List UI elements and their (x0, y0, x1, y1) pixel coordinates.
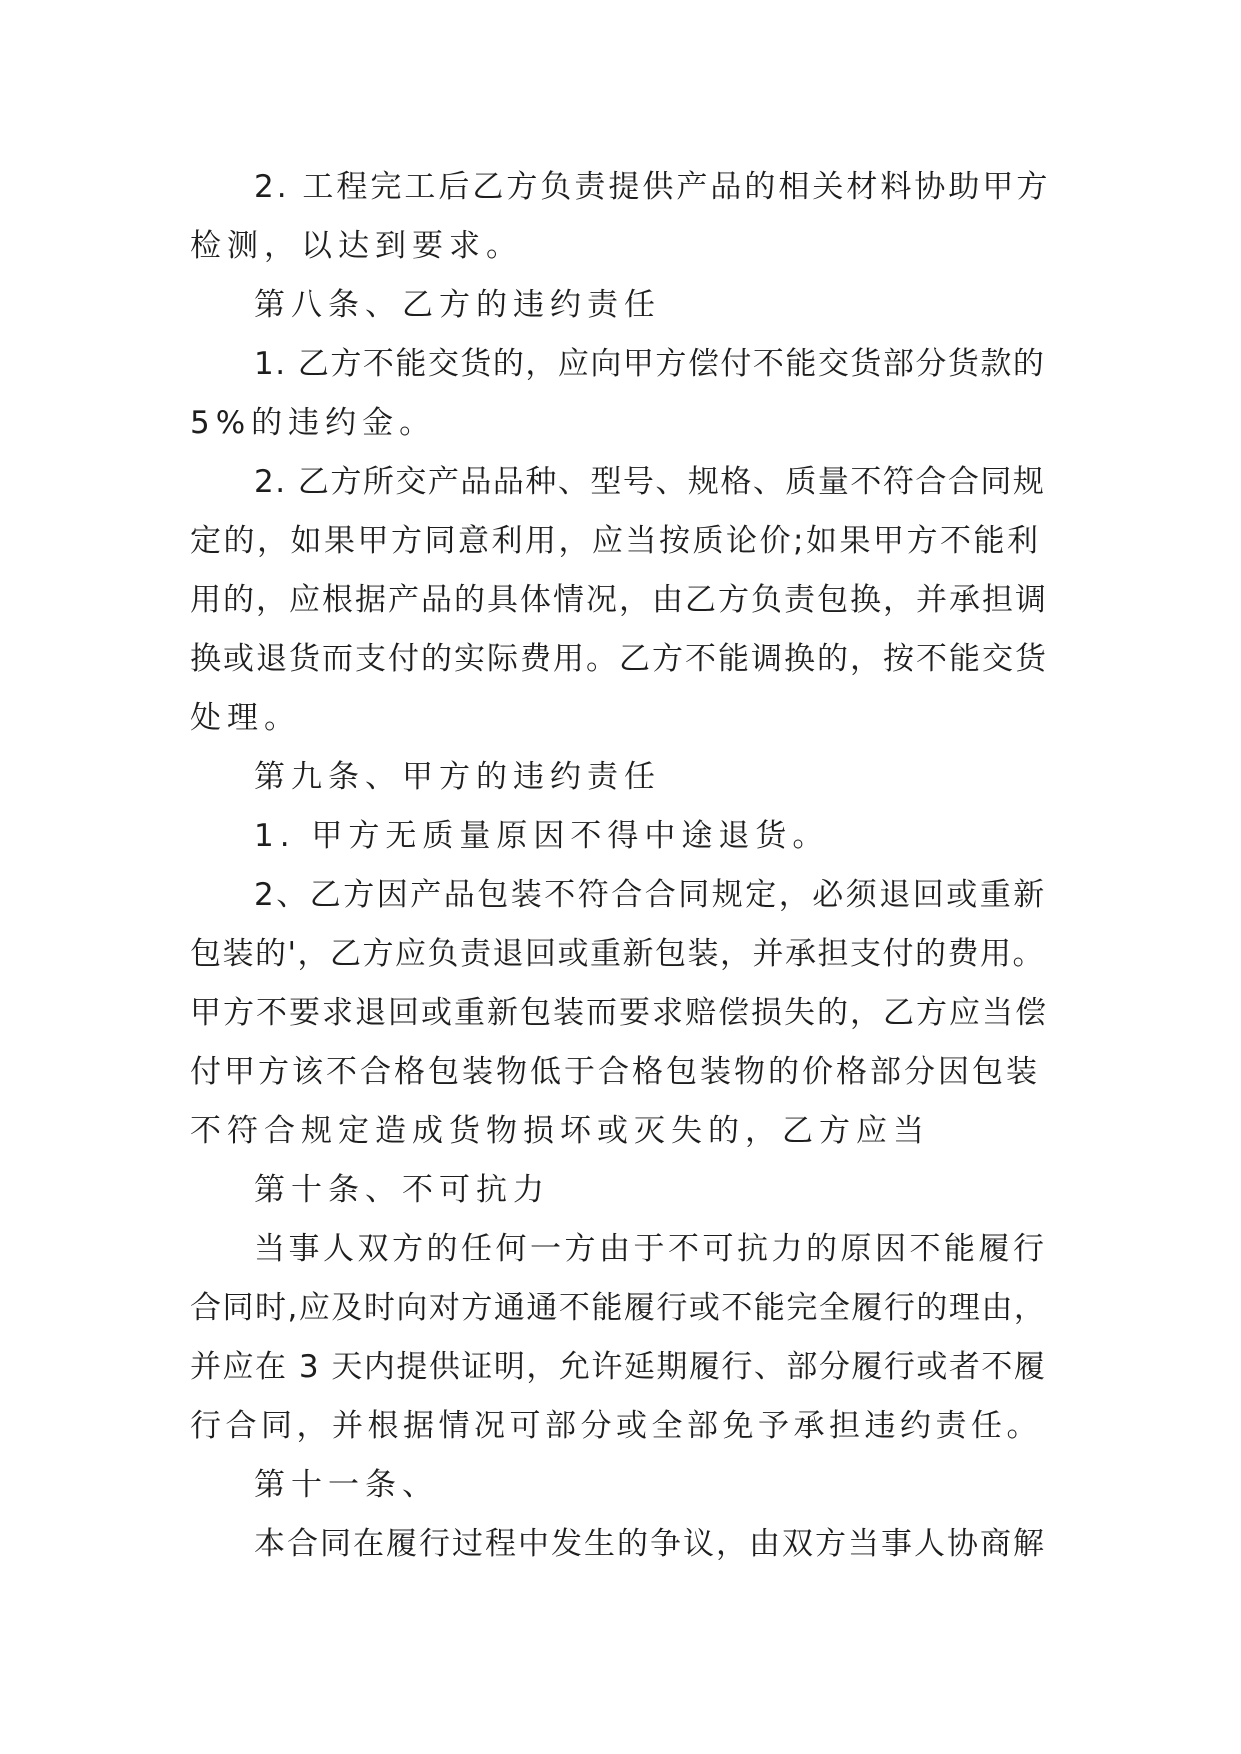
paragraph-line: 处理。 (190, 700, 301, 736)
paragraph-line: 包装的'，乙方应负责退回或重新包装，并承担支付的费用。 (190, 936, 1046, 972)
paragraph-line: 2. 乙方所交产品品种、型号、规格、质量不符合合同规 (254, 464, 1046, 500)
paragraph-line: 5%的违约金。 (190, 405, 437, 441)
paragraph-line: 用的，应根据产品的具体情况，由乙方负责包换，并承担调 (190, 582, 1048, 618)
paragraph-line: 2. 工程完工后乙方负责提供产品的相关材料协助甲方 (254, 169, 1051, 205)
section-heading: 第十条、不可抗力 (254, 1172, 550, 1208)
paragraph-line: 并应在 3 天内提供证明，允许延期履行、部分履行或者不履 (190, 1349, 1047, 1385)
section-heading: 第十一条、 (254, 1467, 439, 1503)
paragraph-line: 不符合规定造成货物损坏或灭失的，乙方应当 (190, 1113, 930, 1149)
paragraph-line: 换或退货而支付的实际费用。乙方不能调换的，按不能交货 (190, 641, 1048, 677)
paragraph-line: 定的，如果甲方同意利用，应当按质论价;如果甲方不能利 (190, 523, 1041, 559)
paragraph-line: 合同时,应及时向对方通通不能履行或不能完全履行的理由， (190, 1290, 1047, 1326)
paragraph-line: 1. 乙方不能交货的，应向甲方偿付不能交货部分货款的 (254, 346, 1046, 382)
paragraph-line: 检测，以达到要求。 (190, 228, 523, 264)
paragraph-line: 2、乙方因产品包装不符合合同规定，必须退回或重新 (254, 877, 1047, 913)
document-body (190, 158, 1050, 1574)
paragraph-line: 甲方不要求退回或重新包装而要求赔偿损失的，乙方应当偿 (190, 995, 1048, 1031)
paragraph-line: 行合同，并根据情况可部分或全部免予承担违约责任。 (190, 1408, 1042, 1444)
paragraph-line: 本合同在履行过程中发生的争议，由双方当事人协商解 (254, 1526, 1046, 1562)
paragraph-line: 1. 甲方无质量原因不得中途退货。 (254, 818, 830, 854)
section-heading: 第八条、乙方的违约责任 (254, 287, 661, 323)
section-heading: 第九条、甲方的违约责任 (254, 759, 661, 795)
paragraph-line: 当事人双方的任何一方由于不可抗力的原因不能履行 (254, 1231, 1048, 1267)
paragraph-line: 付甲方该不合格包装物低于合格包装物的价格部分因包装 (190, 1054, 1040, 1090)
